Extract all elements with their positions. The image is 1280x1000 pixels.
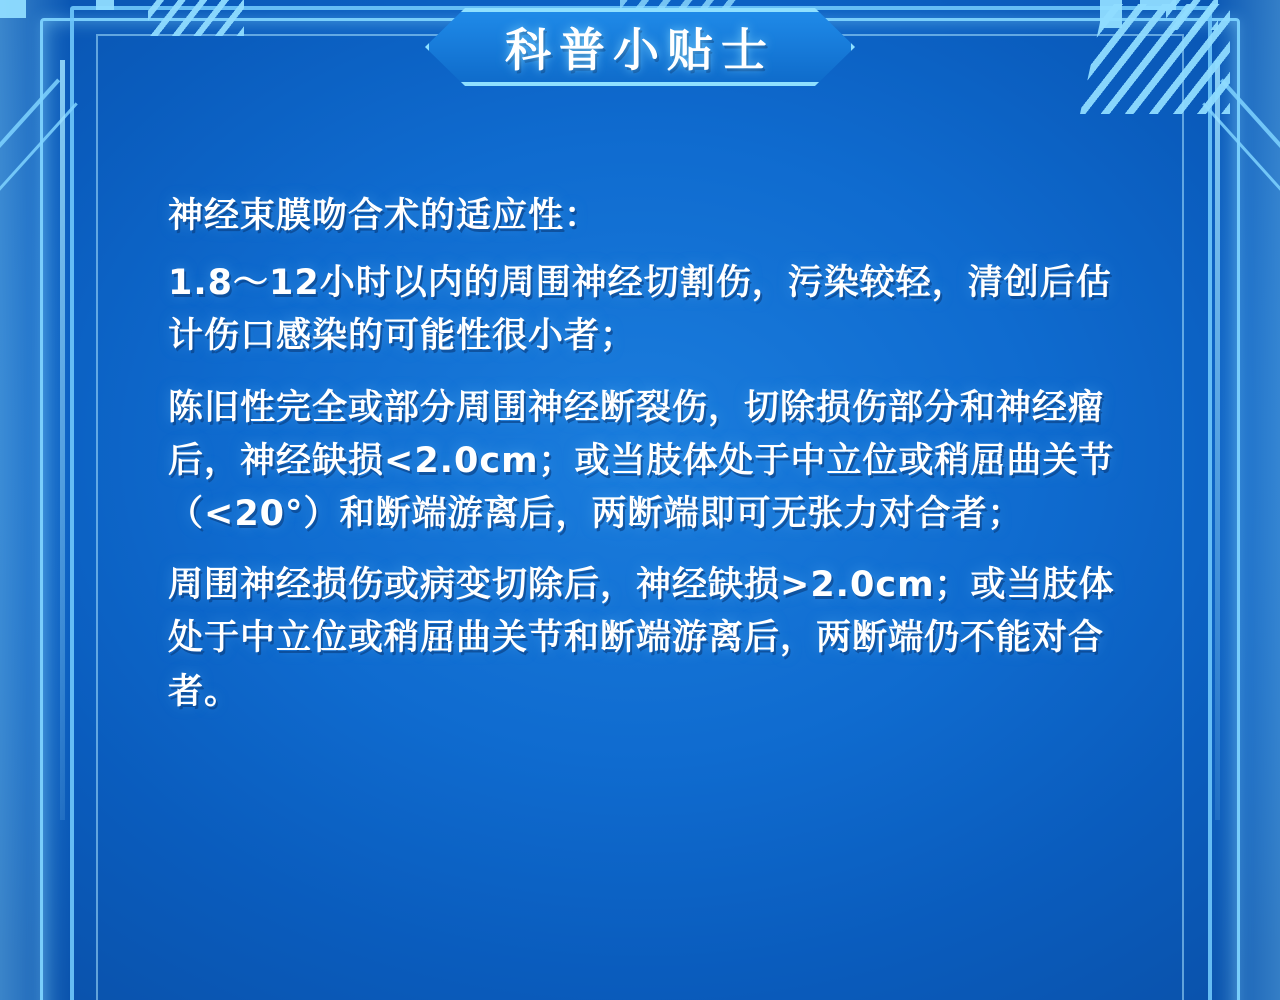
decor-block-top-right-2	[1140, 0, 1176, 10]
paragraph-indication-3: 周围神经损伤或病变切除后，神经缺损>2.0cm；或当肢体处于中立位或稍屈曲关节和断端游离后，两断端仍不能对合者。	[168, 565, 1115, 712]
title-banner	[425, 8, 855, 86]
decor-block-top-right-1	[1100, 0, 1122, 28]
paragraph-heading: 神经束膜吻合术的适应性：	[168, 196, 601, 236]
left-accent-bar	[60, 60, 65, 820]
decor-block-top-left	[0, 0, 26, 18]
article-body	[168, 190, 1118, 737]
paragraph-indication-1: 1.8～12小时以内的周围神经切割伤，污染较轻，清创后估计伤口感染的可能性很小者；	[168, 263, 1112, 357]
page-title: 科普小贴士	[505, 23, 775, 77]
right-accent-bar	[1215, 60, 1220, 820]
hatch-stripes-top-left	[148, 0, 244, 36]
decor-block-top-left-2	[96, 0, 114, 10]
paragraph-indication-2: 陈旧性完全或部分周围神经断裂伤，切除损伤部分和神经瘤后，神经缺损<2.0cm；或当肢体处于中立位或稍屈曲关节（<20°）和断端游离后，两断端即可无张力对合者；	[168, 387, 1115, 534]
